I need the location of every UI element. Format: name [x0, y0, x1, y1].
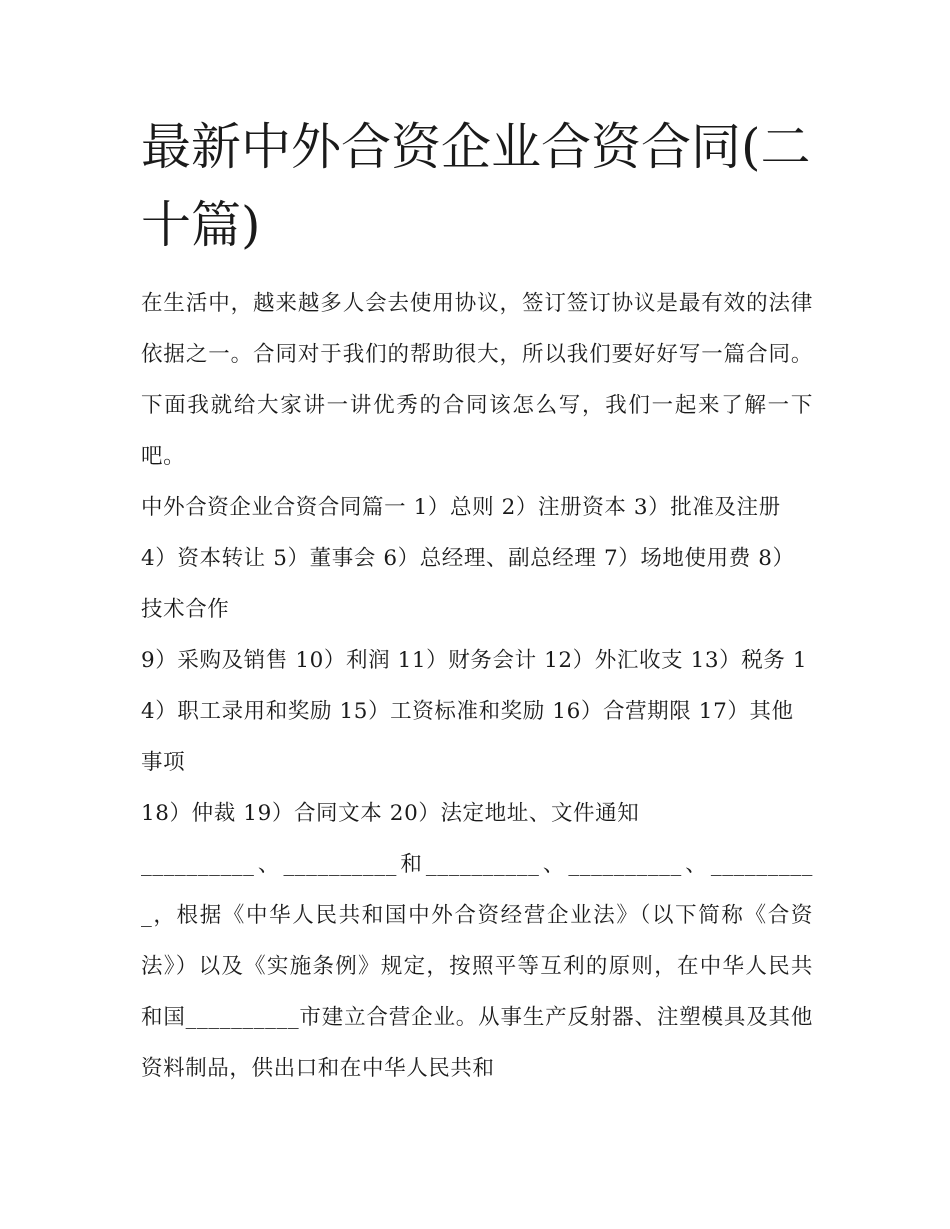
contents-paragraph-3: 18）仲裁 19）合同文本 20）法定地址、文件通知 — [141, 801, 640, 826]
contents-paragraph-1: 中外合资企业合资合同篇一 1）总则 2）注册资本 3）批准及注册 4）资本转让 5）董事会 6）总经理、副总经理 7）场地使用费 8）技术合作 — [141, 495, 795, 622]
contract-body-paragraph: __________、__________和__________、__________、__________，根据《中华人民共和国中外合资经营企业法》（以下简称《合资法》）以及《实施条例》规定，按照平等互利的原则，在中华人民共和国__________市建立合营企业。从事生产反射器、注塑模具及其他资料制品，供出口和在中华人民共和 — [141, 852, 813, 1081]
document-page — [141, 108, 813, 1094]
intro-paragraph: 在生活中，越来越多人会去使用协议，签订签订协议是最有效的法律依据之一。合同对于我们的帮助很大，所以我们要好好写一篇合同。下面我就给大家讲一讲优秀的合同该怎么写，我们一起来了解一下吧。 — [141, 291, 813, 469]
contents-paragraph-2: 9）采购及销售 10）利润 11）财务会计 12）外汇收支 13）税务 14）职工录用和奖励 15）工资标准和奖励 16）合营期限 17）其他事项 — [141, 648, 808, 775]
document-title: 最新中外合资企业合资合同(二十篇) — [141, 118, 811, 254]
